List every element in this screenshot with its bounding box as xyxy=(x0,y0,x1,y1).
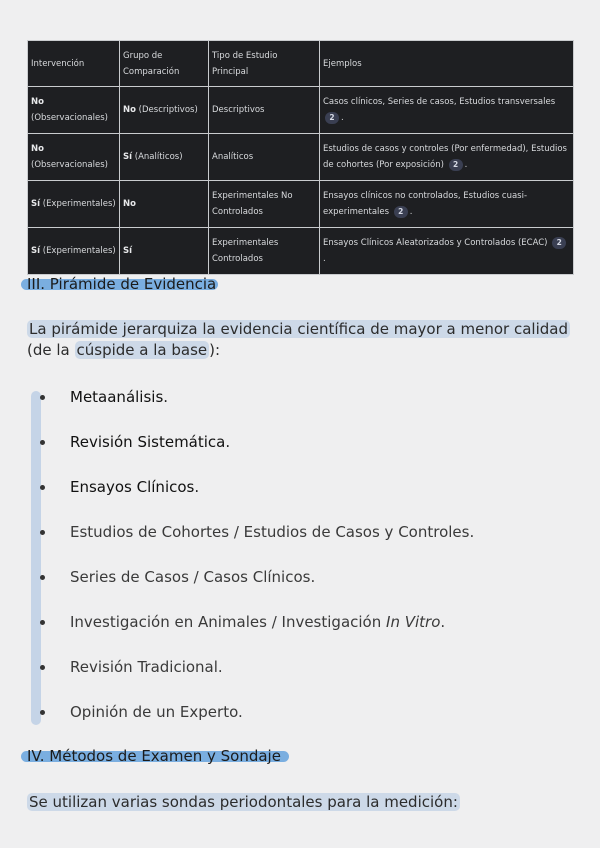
intervencion-note: (Observacionales) xyxy=(31,160,108,170)
highlighted-text: cúspide a la base xyxy=(76,341,208,359)
heading-text: IV. Métodos de Examen y Sondaje xyxy=(27,747,281,765)
table-row xyxy=(28,87,574,134)
cell-ejemplos xyxy=(320,134,574,181)
bullet-icon xyxy=(40,440,45,445)
comparacion-value: No xyxy=(123,105,136,115)
list-item xyxy=(0,566,600,611)
cell-tipo: Descriptivos xyxy=(209,87,320,134)
list-item-label: Series de Casos / Casos Clínicos. xyxy=(70,568,316,586)
table-row xyxy=(28,228,574,275)
intervencion-value: Sí xyxy=(31,246,41,256)
study-types-table xyxy=(27,40,574,275)
ejemplos-text: Ensayos Clínicos Aleatorizados y Controlados (ECAC) xyxy=(323,238,548,248)
list-item-text xyxy=(70,611,445,633)
list-item xyxy=(0,431,600,476)
list-item xyxy=(0,611,600,656)
list-item-tail: . xyxy=(163,388,169,406)
section-heading-piramide xyxy=(27,275,216,293)
section-heading-metodos xyxy=(27,747,281,765)
intervencion-note: (Experimentales) xyxy=(42,246,116,256)
list-item xyxy=(0,521,600,566)
list-item-label: Estudios de Cohortes / Estudios de Casos y Controles. xyxy=(70,523,475,541)
list-item-label: Metaanálisis xyxy=(70,388,164,406)
list-item-text xyxy=(70,476,199,498)
list-item xyxy=(0,656,600,701)
intervencion-note: (Observacionales) xyxy=(31,113,108,123)
comparacion-value: Sí xyxy=(123,246,133,256)
cell-comparacion xyxy=(120,87,209,134)
bullet-icon xyxy=(40,710,45,715)
ejemplos-text: Estudios de casos y controles (Por enfermedad), Estudios de cohortes (Por exposición) xyxy=(323,144,567,170)
evidence-pyramid-list xyxy=(0,386,600,746)
table-row xyxy=(28,134,574,181)
list-item-label: Revisión Sistemática xyxy=(70,433,226,451)
list-item-label: Opinión de un Experto. xyxy=(70,703,243,721)
intervencion-value: Sí xyxy=(31,199,41,209)
cell-intervencion xyxy=(28,228,120,275)
comparacion-value: Sí xyxy=(123,152,133,162)
ejemplos-tail: . xyxy=(464,160,468,170)
list-item xyxy=(0,701,600,746)
cell-comparacion xyxy=(120,134,209,181)
ejemplos-text: Casos clínicos, Series de casos, Estudios transversales xyxy=(323,97,556,107)
comparacion-value: No xyxy=(123,199,136,209)
bullet-icon xyxy=(40,575,45,580)
cell-tipo: Experimentales Controlados xyxy=(209,228,320,275)
table-row xyxy=(28,181,574,228)
cell-ejemplos xyxy=(320,228,574,275)
list-item-text xyxy=(70,431,230,453)
piramide-intro xyxy=(27,319,577,361)
list-item-tail: . xyxy=(440,613,446,631)
list-item-tail: . xyxy=(194,478,200,496)
intervencion-value: No xyxy=(31,97,44,107)
list-item xyxy=(0,476,600,521)
intro-text: ): xyxy=(209,341,221,359)
bullet-icon xyxy=(40,530,45,535)
citation-badge[interactable]: 2 xyxy=(394,206,408,218)
list-item-label: Investigación en Animales / Investigación xyxy=(70,613,387,631)
highlighted-text: Se utilizan varias sondas periodontales para la medición: xyxy=(29,793,458,811)
ejemplos-text: Ensayos clínicos no controlados, Estudios cuasi-experimentales xyxy=(323,191,528,217)
bullet-icon xyxy=(40,395,45,400)
cell-comparacion xyxy=(120,181,209,228)
citation-badge[interactable]: 2 xyxy=(449,159,463,171)
citation-badge[interactable]: 2 xyxy=(325,112,339,124)
cell-intervencion xyxy=(28,181,120,228)
intervencion-value: No xyxy=(31,144,44,154)
cell-ejemplos xyxy=(320,87,574,134)
ejemplos-tail: . xyxy=(323,254,326,264)
header-grupo-comparacion: Grupo de Comparación xyxy=(120,41,209,87)
ejemplos-tail: . xyxy=(409,207,413,217)
list-item-text xyxy=(70,386,168,408)
comparacion-note: (Analíticos) xyxy=(134,152,183,162)
cell-intervencion xyxy=(28,87,120,134)
bullet-icon xyxy=(40,665,45,670)
header-intervencion: Intervención xyxy=(28,41,120,87)
heading-text: III. Pirámide de Evidencia xyxy=(27,275,217,293)
cell-intervencion xyxy=(28,134,120,181)
intro-text: (de la xyxy=(27,341,75,359)
metodos-intro xyxy=(27,792,577,813)
cell-tipo: Experimentales No Controlados xyxy=(209,181,320,228)
cell-ejemplos xyxy=(320,181,574,228)
cell-tipo: Analíticos xyxy=(209,134,320,181)
bullet-icon xyxy=(40,620,45,625)
table-header-row xyxy=(28,41,574,87)
header-tipo-estudio: Tipo de Estudio Principal xyxy=(209,41,320,87)
list-item-label: Ensayos Clínicos xyxy=(70,478,195,496)
ejemplos-tail: . xyxy=(341,113,344,123)
list-item xyxy=(0,386,600,431)
citation-badge[interactable]: 2 xyxy=(552,237,566,249)
cell-comparacion xyxy=(120,228,209,275)
list-item-italic: In Vitro xyxy=(386,613,441,631)
intervencion-note: (Experimentales) xyxy=(42,199,116,209)
list-item-label: Revisión Tradicional. xyxy=(70,658,223,676)
highlighted-text: La pirámide jerarquiza la evidencia científica de mayor a menor calidad xyxy=(29,320,568,338)
bullet-icon xyxy=(40,485,45,490)
list-item-tail: . xyxy=(225,433,231,451)
header-ejemplos: Ejemplos xyxy=(320,41,574,87)
comparacion-note: (Descriptivos) xyxy=(138,105,198,115)
